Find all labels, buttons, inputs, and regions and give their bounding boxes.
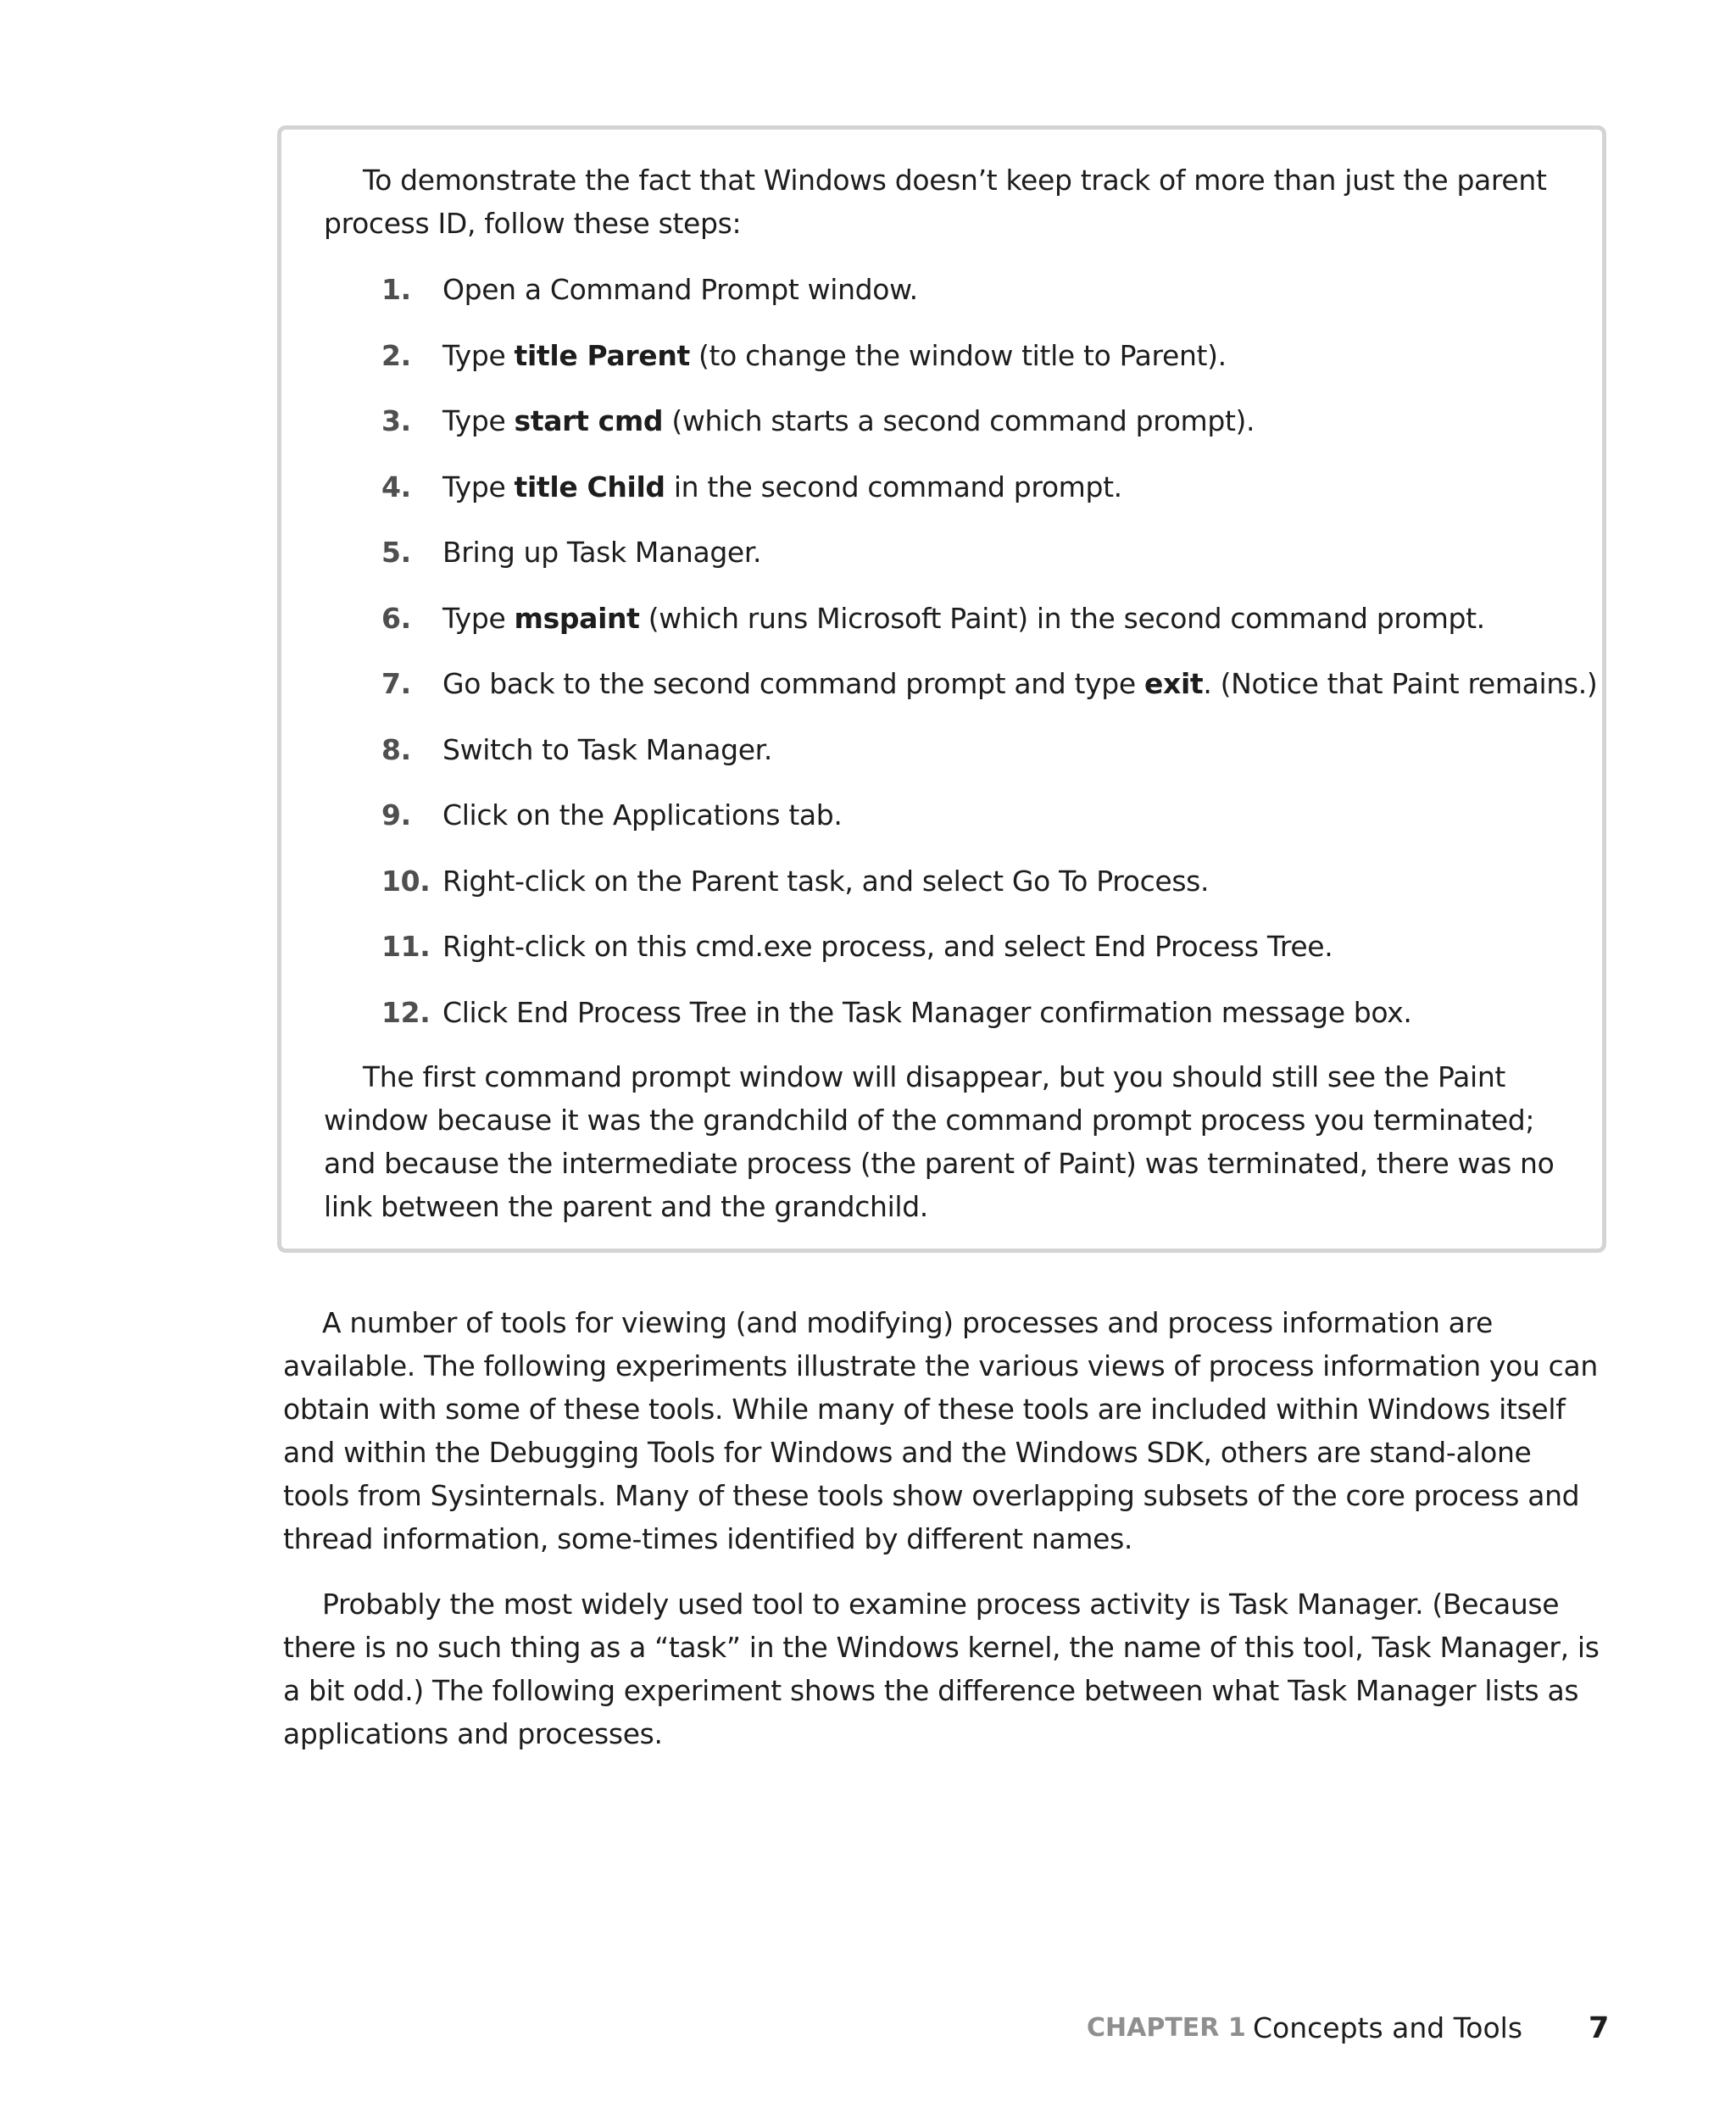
step-text: Click on the Applications tab.	[442, 798, 843, 831]
step-item	[324, 465, 1587, 509]
step-number: 12.	[381, 995, 431, 1029]
experiment-outro: The first command prompt window will disappear, but you should still see the Paint window because it was the grandchild of the command prompt process you terminated; and because the intermediate process (the parent of Paint) was terminated, there was no link between the parent and the grandchild.	[324, 1060, 1555, 1223]
step-item	[324, 728, 1587, 771]
experiment-content	[324, 159, 1598, 1228]
step-item	[324, 793, 1587, 837]
step-number: 3.	[381, 404, 411, 437]
experiment-steps-list	[324, 268, 1598, 1034]
step-number: 8.	[381, 732, 411, 766]
step-item	[324, 399, 1587, 442]
step-item	[324, 531, 1587, 574]
step-text: Switch to Task Manager.	[442, 732, 772, 766]
chapter-label: CHAPTER 1	[1087, 2013, 1246, 2043]
step-text: . (Notice that Paint remains.)	[1203, 667, 1598, 700]
step-text: Type	[442, 404, 515, 437]
step-command: title Child	[514, 470, 665, 503]
step-text: (to change the window title to Parent).	[689, 338, 1227, 372]
chapter-title: Concepts and Tools	[1253, 2011, 1523, 2044]
step-item	[324, 925, 1587, 968]
step-item	[324, 334, 1587, 377]
page-number: 7	[1589, 2011, 1610, 2045]
page-footer	[0, 2007, 1736, 2049]
step-number: 11.	[381, 930, 431, 963]
step-item	[324, 597, 1587, 640]
step-text: Type	[442, 338, 515, 372]
step-number: 4.	[381, 470, 411, 503]
step-text: Go back to the second command prompt and type	[442, 667, 1144, 700]
step-number: 9.	[381, 798, 411, 831]
step-item	[324, 859, 1587, 903]
body-text	[283, 1301, 1605, 1755]
step-text: Type	[442, 470, 515, 503]
step-item	[324, 662, 1598, 705]
step-text: Right-click on the Parent task, and select Go To Process.	[442, 864, 1210, 898]
step-command: title Parent	[514, 338, 690, 372]
step-number: 5.	[381, 536, 411, 569]
step-text: Right-click on this cmd.exe process, and select End Process Tree.	[442, 930, 1333, 963]
step-number: 1.	[381, 273, 411, 306]
step-command: mspaint	[514, 601, 640, 635]
step-number: 7.	[381, 667, 411, 700]
experiment-sidebar	[277, 125, 1606, 1253]
step-text: (which runs Microsoft Paint) in the second command prompt.	[639, 601, 1485, 635]
step-number: 6.	[381, 601, 411, 635]
step-number: 10.	[381, 864, 431, 898]
step-number: 2.	[381, 338, 411, 372]
step-text: in the second command prompt.	[665, 470, 1122, 503]
body-paragraph: Probably the most widely used tool to examine process activity is Task Manager. (Because there is no such thing as a “task” in the Windows kernel, the name of this tool, Task Manager, is a bit odd.) The following experiment shows the difference between what Task Manager lists as applications and processes.	[283, 1588, 1600, 1750]
step-text: Click End Process Tree in the Task Manager confirmation message box.	[442, 995, 1412, 1029]
step-text: Type	[442, 601, 515, 635]
step-text: Bring up Task Manager.	[442, 536, 762, 569]
step-item	[324, 268, 1587, 311]
body-paragraph: A number of tools for viewing (and modifying) processes and process information are available. The following experiments illustrate the various views of process information you can obtain with some of these tools. While many of these tools are included within Windows itself and within the Debugging Tools for Windows and the Windows SDK, others are stand-alone tools from Sysinternals. Many of these tools show overlapping subsets of the core process and thread information, some-times identified by different names.	[283, 1306, 1598, 1555]
step-text: Open a Command Prompt window.	[442, 273, 918, 306]
step-command: exit	[1144, 667, 1204, 700]
step-command: start cmd	[514, 404, 664, 437]
step-item	[324, 991, 1587, 1034]
step-text: (which starts a second command prompt).	[663, 404, 1255, 437]
experiment-intro: To demonstrate the fact that Windows doesn’t keep track of more than just the parent process ID, follow these steps:	[324, 164, 1547, 240]
